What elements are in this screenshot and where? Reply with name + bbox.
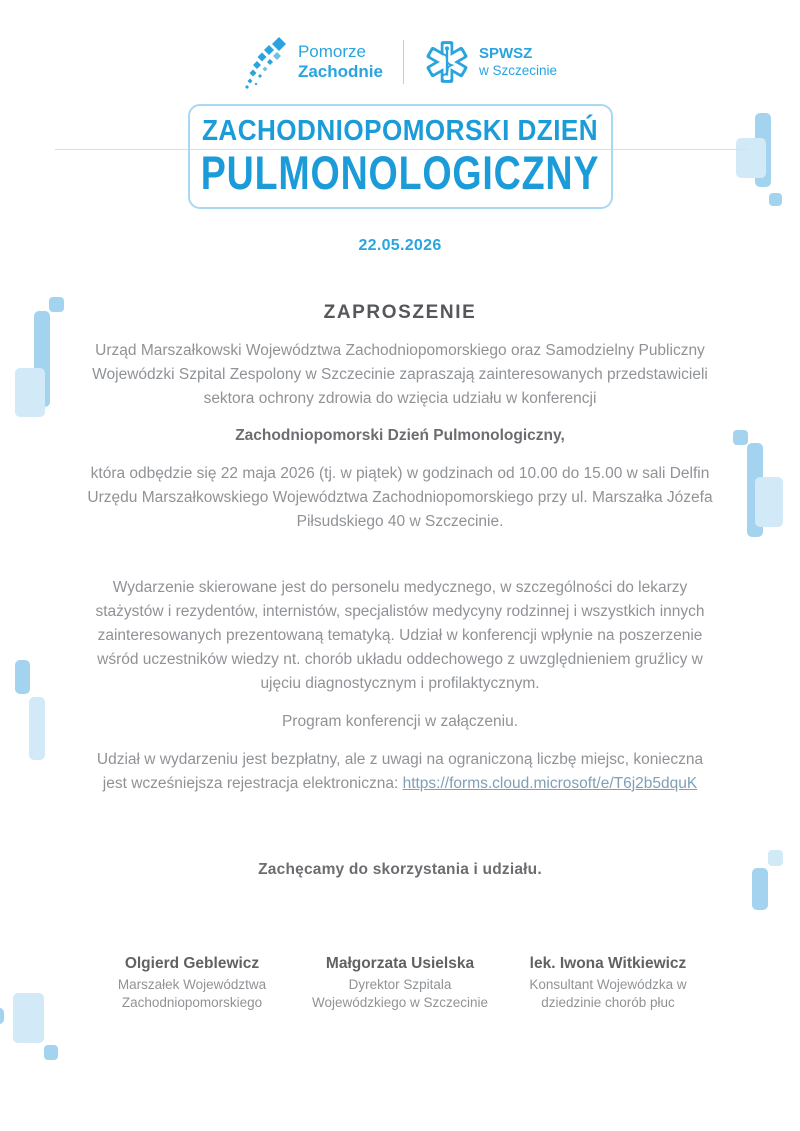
signatory-role-line: Dyrektor Szpitala	[348, 977, 452, 992]
logo-text-line: Pomorze	[297, 42, 366, 62]
signatory-name: lek. Iwona Witkiewicz	[529, 955, 687, 972]
signature-block	[504, 954, 712, 1011]
deco-rect	[15, 368, 45, 417]
signatory-name: Olgierd Geblewicz	[124, 955, 260, 972]
logo-separator	[403, 40, 404, 84]
deco-rect	[44, 1045, 58, 1060]
deco-rect	[13, 993, 44, 1043]
spwsz-logo-text	[479, 45, 557, 79]
signatory-name: Małgorzata Usielska	[325, 955, 475, 972]
event-title-line2: PULMONOLOGICZNY	[200, 145, 600, 199]
logo-text-line: w Szczecinie	[478, 62, 558, 78]
deco-rect	[733, 430, 748, 445]
conference-name: Zachodniopomorski Dzień Pulmonologiczny,	[235, 427, 565, 444]
invitation-heading: ZAPROSZENIE	[323, 302, 477, 323]
pomorze-zachodnie-logo	[243, 34, 383, 90]
event-title-line1: ZACHODNIOPOMORSKI DZIEŃ	[201, 114, 599, 147]
signature-block	[296, 954, 504, 1011]
signatory-role-line: dziedzinie chorób płuc	[541, 994, 675, 1010]
signatory-role	[296, 976, 504, 1011]
closing-line: Zachęcamy do skorzystania i udziału.	[258, 861, 542, 878]
signatory-role	[504, 976, 712, 1011]
event-date: 22.05.2026	[358, 237, 442, 254]
header-logos	[0, 0, 800, 90]
star-of-life-icon	[424, 39, 470, 85]
deco-rect	[768, 850, 783, 866]
deco-rect	[752, 868, 768, 910]
deco-rect	[29, 697, 45, 760]
signatory-role	[88, 976, 296, 1011]
deco-rect	[755, 477, 783, 527]
invitation-body	[83, 301, 717, 882]
deco-rect	[769, 193, 782, 206]
deco-rect	[49, 297, 64, 312]
logo-text-line: SPWSZ	[478, 44, 533, 62]
registration-text: Udział w wydarzeniu jest bezpłatny, ale z uwagi na ograniczoną liczbę miejsc, konieczna jest wcześniejsza rejestracja elektroniczna:	[96, 751, 704, 792]
when-where-paragraph: która odbędzie się 22 maja 2026 (tj. w piątek) w godzinach od 10.00 do 15.00 w sali Delfin Urzędu Marszałkowskiego Województwa Zachodniopomorskiego przy ul. Marszałka Józefa Piłsudskiego 40 w Szczecinie.	[87, 465, 713, 530]
pomorze-zachodnie-logo-text	[298, 42, 383, 81]
signatory-role-line: Wojewódzkiego w Szczecinie	[311, 994, 489, 1010]
title-banner	[188, 104, 613, 209]
deco-rect	[0, 1008, 4, 1024]
intro-paragraph: Urząd Marszałkowski Województwa Zachodniopomorskiego oraz Samodzielny Publiczny Wojewódzki Szpital Zespolony w Szczecinie zapraszają zainteresowanych przedstawicieli sektora ochrony zdrowia do wzięcia udziału w konferencji	[92, 342, 708, 407]
registration-link[interactable]: https://forms.cloud.microsoft/e/T6j2b5dquK	[402, 775, 698, 792]
program-note: Program konferencji w załączeniu.	[281, 713, 519, 730]
deco-rect	[15, 660, 30, 694]
signatory-role-line: Marszałek Województwa	[117, 977, 267, 992]
signature-row	[0, 954, 800, 1011]
signatory-role-line: Zachodniopomorskiego	[121, 994, 263, 1010]
deco-rect	[736, 138, 766, 178]
spwsz-logo	[424, 39, 557, 85]
audience-paragraph: Wydarzenie skierowane jest do personelu medycznego, w szczególności do lekarzy stażystów i rezydentów, internistów, specjalistów medycyny rodzinnej i wszystkich innych zainteresowanych prezentowaną tematyką. Udział w konferencji wpłynie na poszerzenie wśród uczestników wiedzy nt. chorób układu oddechowego z uwzględnieniem gruźlicy w ujęciu diagnostycznym i profilaktycznym.	[95, 579, 705, 692]
registration-paragraph	[83, 748, 717, 796]
pomorze-zachodnie-mark-icon	[243, 34, 289, 90]
signatory-role-line: Konsultant Wojewódzka w	[529, 977, 687, 992]
logo-text-line: Zachodnie	[297, 62, 383, 81]
signature-block	[88, 954, 296, 1011]
